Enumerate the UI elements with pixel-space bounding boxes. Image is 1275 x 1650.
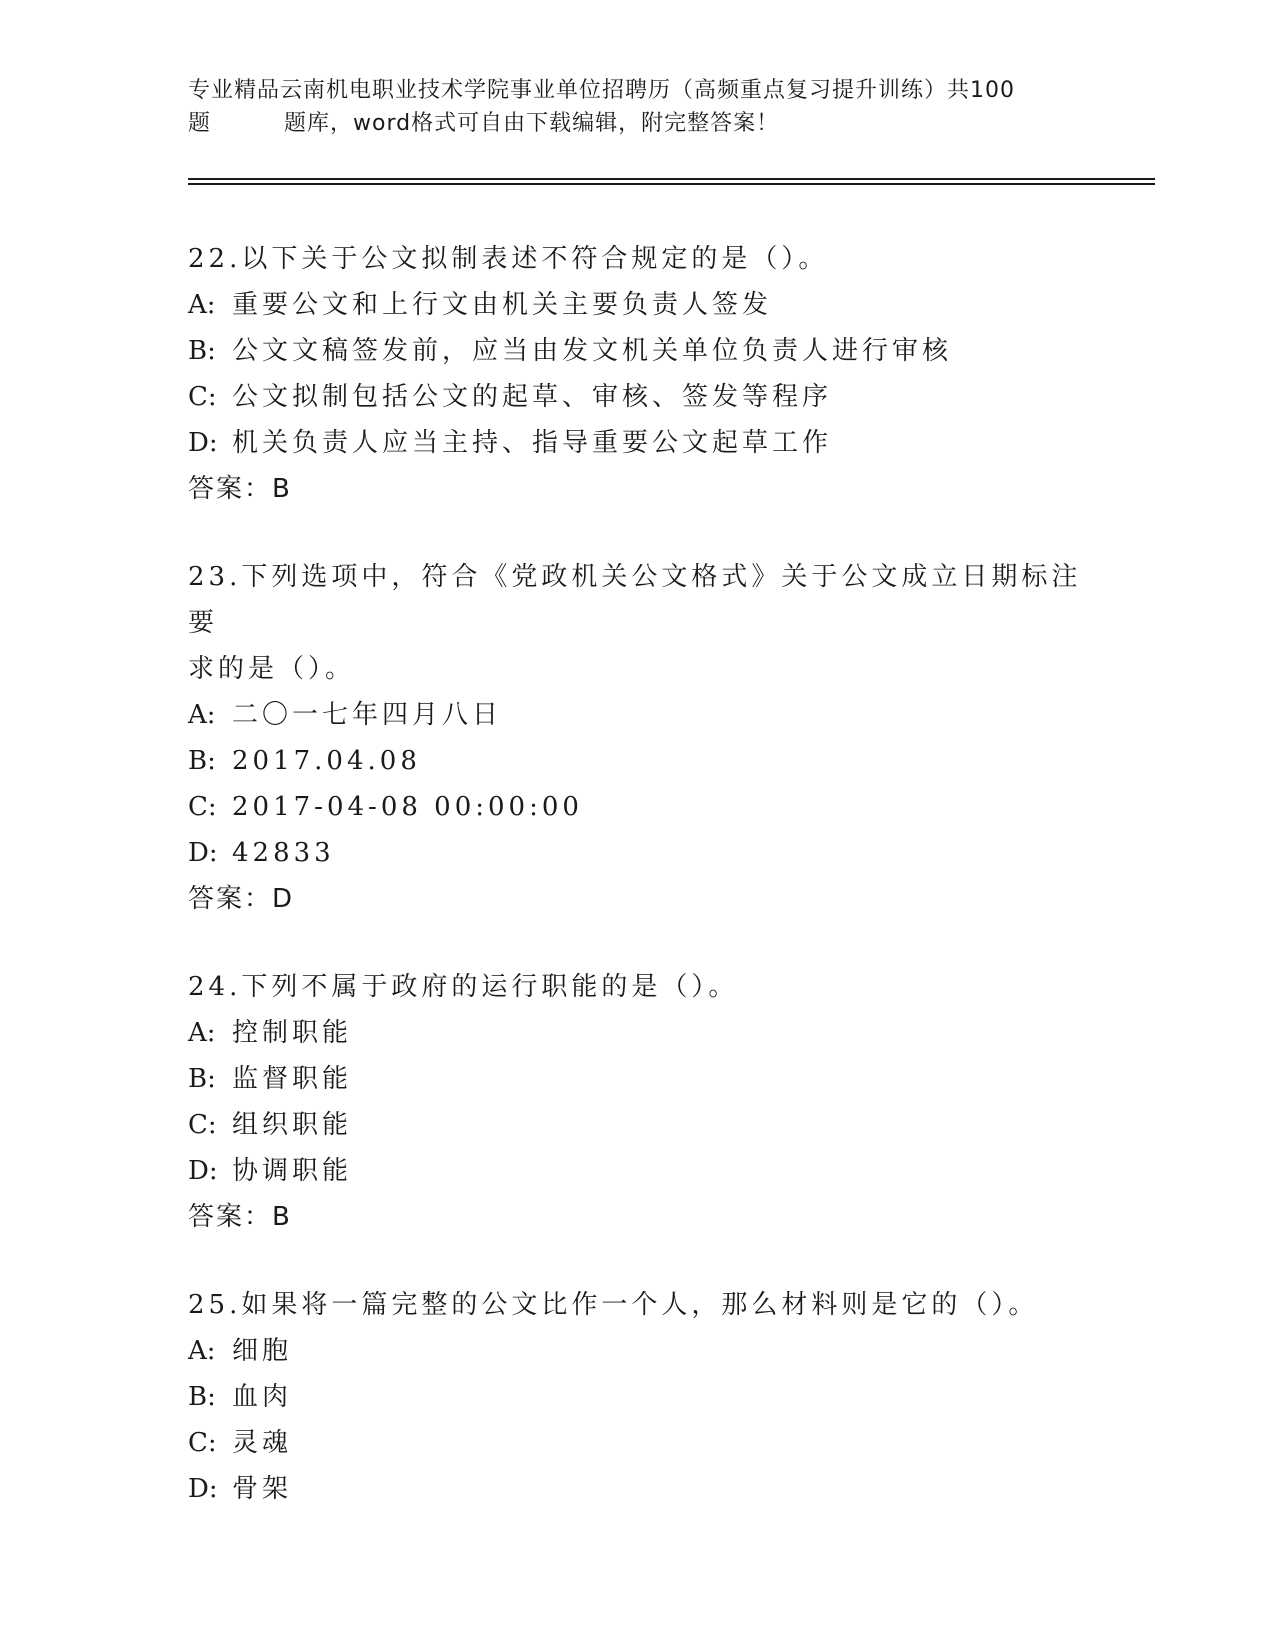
option-c [188, 374, 1088, 420]
question-list [188, 236, 1088, 1554]
option-c [188, 1102, 1088, 1148]
option-c [188, 784, 1088, 830]
option-key: A: [188, 1018, 216, 1048]
question-text-line-1: 23.下列选项中，符合《党政机关公文格式》关于公文成立日期标注要 [188, 562, 1082, 638]
question-text-line-2: 求的是（）。 [188, 654, 356, 684]
option-text: 机关负责人应当主持、指导重要公文起草工作 [232, 428, 833, 458]
option-text: 骨架 [232, 1474, 293, 1504]
option-a [188, 1010, 1088, 1056]
option-text: 2017.04.08 [232, 746, 421, 776]
option-text: 组织职能 [232, 1110, 353, 1140]
option-key: A: [188, 700, 216, 730]
option-d [188, 1466, 1088, 1512]
option-text: 细胞 [232, 1336, 293, 1366]
option-key: B: [188, 1382, 216, 1412]
option-key: D: [188, 838, 218, 868]
option-text: 控制职能 [232, 1018, 353, 1048]
option-text: 公文拟制包括公文的起草、审核、签发等程序 [232, 382, 833, 412]
option-key: A: [188, 290, 216, 320]
option-text: 监督职能 [232, 1064, 353, 1094]
option-key: D: [188, 1156, 218, 1186]
header-rule-top [188, 178, 1155, 180]
option-key: C: [188, 382, 217, 412]
option-key: B: [188, 746, 216, 776]
option-b [188, 1056, 1088, 1102]
option-b [188, 328, 1088, 374]
option-b [188, 1374, 1088, 1420]
question-23 [188, 554, 1088, 922]
question-text: 25.如果将一篇完整的公文比作一个人，那么材料则是它的（）。 [188, 1290, 1039, 1320]
option-key: C: [188, 1428, 217, 1458]
option-a [188, 692, 1088, 738]
option-c [188, 1420, 1088, 1466]
header-rule-bottom [188, 183, 1155, 185]
option-key: C: [188, 1110, 217, 1140]
option-text: 二〇一七年四月八日 [232, 700, 503, 730]
option-a [188, 1328, 1088, 1374]
option-text: 2017-04-08 00:00:00 [232, 792, 583, 822]
option-text: 血肉 [232, 1382, 293, 1412]
option-text: 公文文稿签发前，应当由发文机关单位负责人进行审核 [232, 336, 953, 366]
document-header [188, 74, 1088, 140]
question-text: 22.以下关于公文拟制表述不符合规定的是（）。 [188, 244, 829, 274]
question-24 [188, 964, 1088, 1240]
option-d [188, 1148, 1088, 1194]
option-key: D: [188, 428, 218, 458]
option-text: 灵魂 [232, 1428, 293, 1458]
question-text: 24.下列不属于政府的运行职能的是（）。 [188, 972, 739, 1002]
answer: 答案：D [188, 884, 295, 914]
answer: 答案：B [188, 1202, 292, 1232]
header-line-2-start: 题 [188, 111, 212, 136]
option-key: D: [188, 1474, 218, 1504]
option-d [188, 420, 1088, 466]
header-line-2-rest: 题库，word格式可自由下载编辑，附完整答案！ [284, 111, 780, 136]
option-text: 协调职能 [232, 1156, 353, 1186]
question-22 [188, 236, 1088, 512]
option-key: B: [188, 336, 216, 366]
header-line-1: 专业精品云南机电职业技术学院事业单位招聘历（高频重点复习提升训练）共100 [188, 78, 1015, 103]
option-d [188, 830, 1088, 876]
option-key: C: [188, 792, 217, 822]
option-b [188, 738, 1088, 784]
header-line-2 [188, 107, 1088, 140]
option-text: 重要公文和上行文由机关主要负责人签发 [232, 290, 773, 320]
option-text: 42833 [232, 838, 335, 868]
option-a [188, 282, 1088, 328]
option-key: B: [188, 1064, 216, 1094]
question-25 [188, 1282, 1088, 1512]
answer: 答案：B [188, 474, 292, 504]
option-key: A: [188, 1336, 216, 1366]
